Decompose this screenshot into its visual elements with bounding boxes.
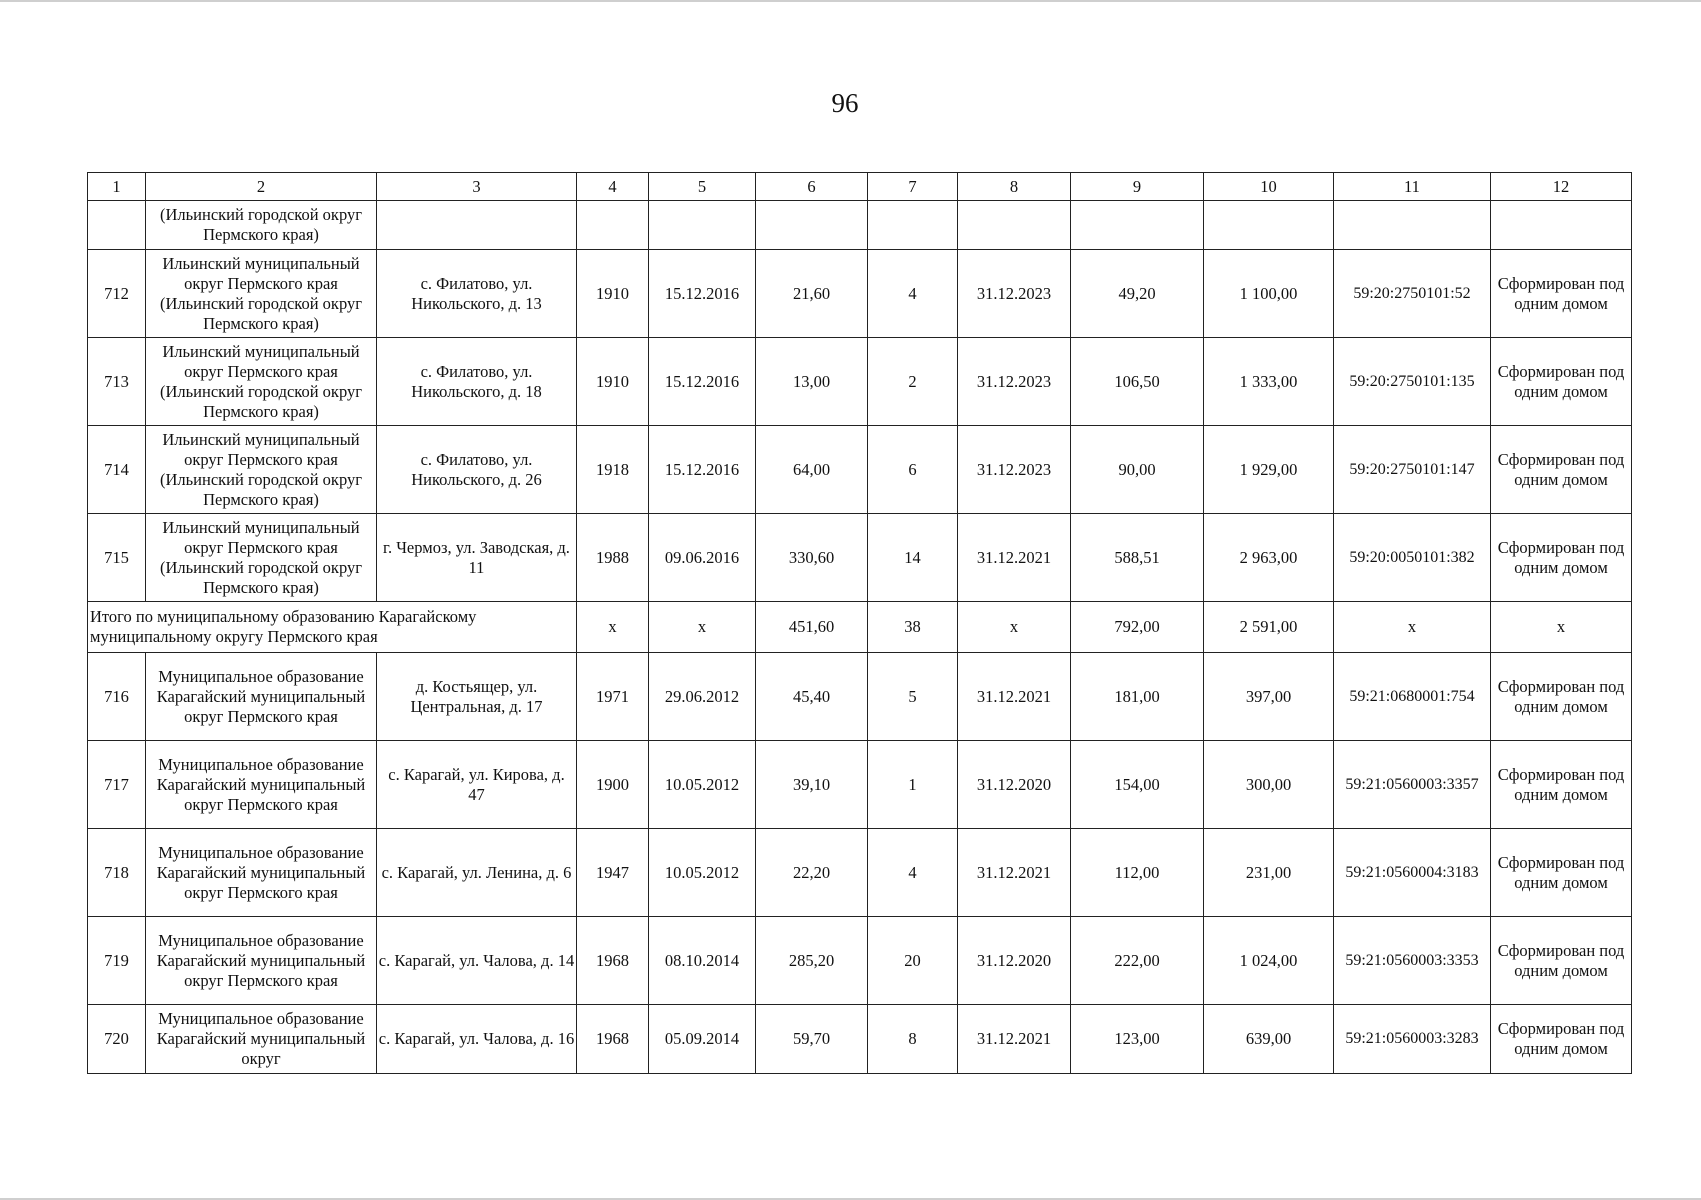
area-cell: 22,20 (756, 829, 868, 917)
address-cell: г. Чермоз, ул. Заводская, д. 11 (377, 514, 577, 602)
cadastral-number-cell: 59:21:0560003:3353 (1334, 917, 1491, 1005)
value-cell: 2 963,00 (1204, 514, 1334, 602)
table-cell (756, 201, 868, 250)
year-built-cell: 1918 (577, 426, 649, 514)
cadastral-number-cell: 59:20:2750101:147 (1334, 426, 1491, 514)
column-header: 12 (1491, 173, 1632, 201)
row-number-cell: 718 (88, 829, 146, 917)
total-value-cell: 792,00 (1071, 602, 1204, 653)
column-header: 7 (868, 173, 958, 201)
table-row (88, 741, 1632, 829)
year-built-cell: 1910 (577, 250, 649, 338)
recognition-date-cell: 10.05.2012 (649, 829, 756, 917)
recognition-date-cell: 15.12.2016 (649, 338, 756, 426)
row-number-cell: 714 (88, 426, 146, 514)
land-area-cell: 154,00 (1071, 741, 1204, 829)
area-cell: 285,20 (756, 917, 868, 1005)
year-built-cell: 1968 (577, 1005, 649, 1074)
address-cell: с. Филатово, ул. Никольского, д. 13 (377, 250, 577, 338)
residents-cell: 2 (868, 338, 958, 426)
year-built-cell: 1910 (577, 338, 649, 426)
land-area-cell: 222,00 (1071, 917, 1204, 1005)
municipality-cell: Ильинский муниципальный округ Пермского края (Ильинский городской округ Пермского края) (146, 250, 377, 338)
cadastral-number-cell: 59:21:0560004:3183 (1334, 829, 1491, 917)
residents-cell: 4 (868, 250, 958, 338)
recognition-date-cell: 08.10.2014 (649, 917, 756, 1005)
deadline-date-cell: 31.12.2021 (958, 1005, 1071, 1074)
status-note-cell: Сформирован под одним домом (1491, 917, 1632, 1005)
row-number-cell: 715 (88, 514, 146, 602)
table-cell (1491, 201, 1632, 250)
housing-registry-table (87, 172, 1632, 1074)
land-area-cell: 112,00 (1071, 829, 1204, 917)
status-note-cell: Сформирован под одним домом (1491, 338, 1632, 426)
municipality-cell: Ильинский муниципальный округ Пермского края (Ильинский городской округ Пермского края) (146, 338, 377, 426)
status-note-cell: Сформирован под одним домом (1491, 514, 1632, 602)
table-cell (958, 201, 1071, 250)
total-value-cell: 451,60 (756, 602, 868, 653)
value-cell: 231,00 (1204, 829, 1334, 917)
total-value-cell: x (1334, 602, 1491, 653)
total-value-cell: x (958, 602, 1071, 653)
total-value-cell: x (1491, 602, 1632, 653)
recognition-date-cell: 10.05.2012 (649, 741, 756, 829)
residents-cell: 20 (868, 917, 958, 1005)
year-built-cell: 1947 (577, 829, 649, 917)
cadastral-number-cell: 59:20:2750101:52 (1334, 250, 1491, 338)
column-header: 3 (377, 173, 577, 201)
total-label: Итого по муниципальному образованию Карагайскому муниципальному округу Пермского края (88, 602, 577, 653)
residents-cell: 6 (868, 426, 958, 514)
table-row (88, 653, 1632, 741)
cadastral-number-cell: 59:21:0560003:3357 (1334, 741, 1491, 829)
deadline-date-cell: 31.12.2020 (958, 741, 1071, 829)
cadastral-number-cell: 59:20:0050101:382 (1334, 514, 1491, 602)
recognition-date-cell: 09.06.2016 (649, 514, 756, 602)
land-area-cell: 588,51 (1071, 514, 1204, 602)
deadline-date-cell: 31.12.2023 (958, 426, 1071, 514)
table-cell (1204, 201, 1334, 250)
value-cell: 639,00 (1204, 1005, 1334, 1074)
table-row (88, 250, 1632, 338)
column-header: 8 (958, 173, 1071, 201)
residents-cell: 4 (868, 829, 958, 917)
column-header: 9 (1071, 173, 1204, 201)
value-cell: 1 333,00 (1204, 338, 1334, 426)
table-row (88, 917, 1632, 1005)
column-number-header-row (88, 173, 1632, 201)
municipality-cell: Ильинский муниципальный округ Пермского края (Ильинский городской округ Пермского края) (146, 514, 377, 602)
municipality-cell: Муниципальное образование Карагайский муниципальный округ Пермского края (146, 917, 377, 1005)
status-note-cell: Сформирован под одним домом (1491, 426, 1632, 514)
municipality-cell: Муниципальное образование Карагайский муниципальный округ (146, 1005, 377, 1074)
total-value-cell: x (649, 602, 756, 653)
area-cell: 330,60 (756, 514, 868, 602)
value-cell: 1 929,00 (1204, 426, 1334, 514)
land-area-cell: 181,00 (1071, 653, 1204, 741)
column-header: 1 (88, 173, 146, 201)
table-row (88, 338, 1632, 426)
residents-cell: 1 (868, 741, 958, 829)
deadline-date-cell: 31.12.2021 (958, 829, 1071, 917)
table-cell (1071, 201, 1204, 250)
municipality-cell: Муниципальное образование Карагайский муниципальный округ Пермского края (146, 653, 377, 741)
cadastral-number-cell: 59:21:0680001:754 (1334, 653, 1491, 741)
value-cell: 1 100,00 (1204, 250, 1334, 338)
total-row (88, 602, 1632, 653)
value-cell: 397,00 (1204, 653, 1334, 741)
deadline-date-cell: 31.12.2020 (958, 917, 1071, 1005)
row-number-cell: 716 (88, 653, 146, 741)
table-cell (377, 201, 577, 250)
address-cell: с. Филатово, ул. Никольского, д. 26 (377, 426, 577, 514)
table-row (88, 829, 1632, 917)
deadline-date-cell: 31.12.2021 (958, 653, 1071, 741)
column-header: 4 (577, 173, 649, 201)
table-row (88, 426, 1632, 514)
municipality-cell: Муниципальное образование Карагайский муниципальный округ Пермского края (146, 829, 377, 917)
value-cell: 1 024,00 (1204, 917, 1334, 1005)
land-area-cell: 49,20 (1071, 250, 1204, 338)
year-built-cell: 1988 (577, 514, 649, 602)
area-cell: 13,00 (756, 338, 868, 426)
value-cell: 300,00 (1204, 741, 1334, 829)
municipality-cell: Муниципальное образование Карагайский муниципальный округ Пермского края (146, 741, 377, 829)
row-number-cell: 720 (88, 1005, 146, 1074)
land-area-cell: 123,00 (1071, 1005, 1204, 1074)
cadastral-number-cell: 59:21:0560003:3283 (1334, 1005, 1491, 1074)
year-built-cell: 1900 (577, 741, 649, 829)
deadline-date-cell: 31.12.2023 (958, 250, 1071, 338)
total-value-cell: 2 591,00 (1204, 602, 1334, 653)
area-cell: 45,40 (756, 653, 868, 741)
total-value-cell: 38 (868, 602, 958, 653)
address-cell: с. Карагай, ул. Чалова, д. 16 (377, 1005, 577, 1074)
total-value-cell: x (577, 602, 649, 653)
table-cell (577, 201, 649, 250)
address-cell: с. Филатово, ул. Никольского, д. 18 (377, 338, 577, 426)
recognition-date-cell: 15.12.2016 (649, 426, 756, 514)
address-cell: с. Карагай, ул. Кирова, д. 47 (377, 741, 577, 829)
cadastral-number-cell: 59:20:2750101:135 (1334, 338, 1491, 426)
residents-cell: 5 (868, 653, 958, 741)
table-cell (1334, 201, 1491, 250)
column-header: 2 (146, 173, 377, 201)
area-cell: 21,60 (756, 250, 868, 338)
continuation-row (88, 201, 1632, 250)
row-number-cell: 719 (88, 917, 146, 1005)
table-row (88, 1005, 1632, 1074)
row-number-cell: 717 (88, 741, 146, 829)
municipality-cell: Ильинский муниципальный округ Пермского края (Ильинский городской округ Пермского края) (146, 426, 377, 514)
column-header: 6 (756, 173, 868, 201)
status-note-cell: Сформирован под одним домом (1491, 829, 1632, 917)
deadline-date-cell: 31.12.2021 (958, 514, 1071, 602)
area-cell: 59,70 (756, 1005, 868, 1074)
land-area-cell: 90,00 (1071, 426, 1204, 514)
status-note-cell: Сформирован под одним домом (1491, 250, 1632, 338)
row-number-cell: 713 (88, 338, 146, 426)
recognition-date-cell: 29.06.2012 (649, 653, 756, 741)
page-number: 96 (831, 88, 859, 118)
status-note-cell: Сформирован под одним домом (1491, 741, 1632, 829)
deadline-date-cell: 31.12.2023 (958, 338, 1071, 426)
recognition-date-cell: 05.09.2014 (649, 1005, 756, 1074)
year-built-cell: 1968 (577, 917, 649, 1005)
row-number-cell: 712 (88, 250, 146, 338)
residents-cell: 8 (868, 1005, 958, 1074)
scan-edge-top (0, 0, 1701, 2)
municipality-cell: (Ильинский городской округ Пермского края) (146, 201, 377, 250)
column-header: 10 (1204, 173, 1334, 201)
table-cell (868, 201, 958, 250)
column-header: 11 (1334, 173, 1491, 201)
column-header: 5 (649, 173, 756, 201)
area-cell: 64,00 (756, 426, 868, 514)
address-cell: с. Карагай, ул. Чалова, д. 14 (377, 917, 577, 1005)
recognition-date-cell: 15.12.2016 (649, 250, 756, 338)
address-cell: с. Карагай, ул. Ленина, д. 6 (377, 829, 577, 917)
status-note-cell: Сформирован под одним домом (1491, 653, 1632, 741)
residents-cell: 14 (868, 514, 958, 602)
year-built-cell: 1971 (577, 653, 649, 741)
status-note-cell: Сформирован под одним домом (1491, 1005, 1632, 1074)
area-cell: 39,10 (756, 741, 868, 829)
address-cell: д. Костьящер, ул. Центральная, д. 17 (377, 653, 577, 741)
table-row (88, 514, 1632, 602)
table-cell (649, 201, 756, 250)
land-area-cell: 106,50 (1071, 338, 1204, 426)
table-cell (88, 201, 146, 250)
